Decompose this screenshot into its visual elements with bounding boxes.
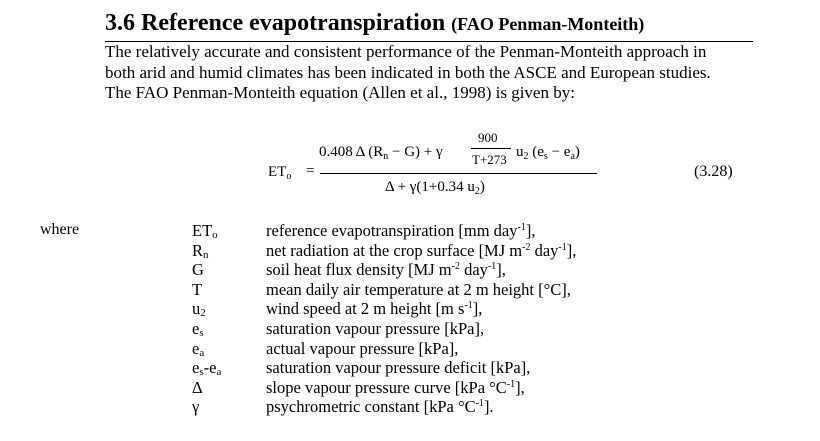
definitions-list [192, 221, 792, 417]
definition: slope vapour pressure curve [kPa $^\circ C^{-1}$], [266, 377, 525, 397]
intro-line: The relatively accurate and consistent performance of the Penman-Monteith approach in [105, 42, 707, 61]
list-item [192, 241, 792, 261]
list-item [192, 397, 792, 417]
symbol: $e_s-e_a$ [192, 358, 222, 379]
equation-inner-numerator: 900 [478, 130, 498, 145]
symbol: T [192, 279, 203, 299]
intro-paragraph [105, 42, 765, 104]
equation-lhs: $ET_o$ [268, 164, 292, 182]
equation-main-fraction-bar [320, 173, 597, 174]
symbol: $ET_o$ [192, 221, 218, 241]
definition: soil heat flux density [MJ $m^{-2}$ day$^{-1}$], [266, 260, 506, 280]
list-item [192, 319, 792, 339]
section-subtitle: (FAO Penman-Monteith) [451, 14, 645, 34]
equation-equals: = [306, 163, 315, 179]
list-item [192, 260, 792, 280]
equation-numerator-right: $u_2$ $(e_s - e_a)$ [516, 144, 580, 162]
definition: psychrometric constant [kPa $^\circ C^{-1}$]. [266, 397, 494, 417]
symbol: $e_a$ [192, 338, 205, 359]
symbol: $e_s$ [192, 318, 204, 339]
section-number: 3.6 [105, 10, 135, 36]
equation-inner-fraction-bar [471, 148, 511, 149]
definition: mean daily air temperature at 2 m height [°C], [266, 279, 571, 299]
intro-line: both arid and humid climates has been indicated in both the ASCE and European studies. [105, 62, 711, 82]
definition: reference evapotranspiration [mm day$^{-1}$], [266, 221, 536, 240]
equation-denominator: Δ + γ(1+0.34 $u_2$) [385, 179, 485, 197]
symbol: G [192, 260, 204, 280]
where-label: where [40, 221, 80, 238]
definition: actual vapour pressure [kPa], [266, 338, 459, 358]
symbol: $u_2$ [192, 299, 206, 320]
symbol: Δ [192, 377, 203, 397]
definition: saturation vapour pressure deficit [kPa], [266, 358, 531, 378]
symbol: γ [192, 397, 200, 417]
definition: wind speed at 2 m height [m $s^{-1}$], [266, 299, 483, 319]
equation-numerator-left: 0.408 Δ $(R_n - G) + \gamma$ [319, 144, 443, 162]
list-item [192, 221, 792, 241]
definition: net radiation at the crop surface [MJ $m^{-2}$ day$^{-1}$], [266, 240, 577, 260]
list-item [192, 339, 792, 359]
section-title: Reference evapotranspiration [141, 10, 446, 36]
section-heading [105, 10, 765, 37]
symbol: $R_n$ [192, 240, 209, 261]
intro-line: The FAO Penman-Monteith equation (Allen et al., 1998) is given by: [105, 83, 575, 102]
list-item [192, 299, 792, 319]
definition: saturation vapour pressure [kPa], [266, 318, 485, 338]
list-item [192, 378, 792, 398]
equation-number: (3.28) [694, 163, 733, 180]
list-item [192, 358, 792, 378]
equation-inner-denominator: T+273 [472, 152, 507, 167]
list-item [192, 280, 792, 300]
